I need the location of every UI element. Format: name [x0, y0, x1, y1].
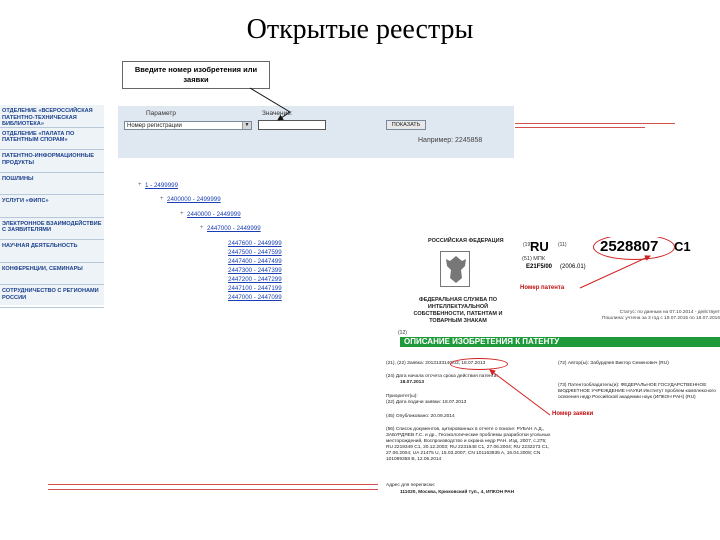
fee-line: Пошлина: учтена за 3 год с 19.07.2015 по 18.07.2016 — [602, 316, 720, 321]
slide-title: Открытые реестры — [246, 14, 474, 45]
doc-service: ФЕДЕРАЛЬНАЯ СЛУЖБА ПО ИНТЕЛЛЕКТУАЛЬНОЙ СОБСТВЕННОСТИ, ПАТЕНТАМ И ТОВАРНЫМ ЗНАКАМ — [413, 297, 503, 324]
status-line: Статус: по данным на 07.10.2014 - действует — [619, 310, 720, 315]
code-12: (12) — [398, 330, 407, 336]
patent-number: 2528807 — [600, 238, 659, 255]
param-label: Параметр — [146, 110, 176, 117]
filing-date: (22) Дата подачи заявки: 18.07.2013 — [386, 400, 467, 405]
priority: Приоритет(ы): — [386, 394, 418, 399]
show-button[interactable]: ПОКАЗАТЬ — [386, 120, 426, 130]
patent-kind: C1 — [674, 239, 691, 254]
date-start: (24) Дата начала отсчета срока действия патента: — [386, 374, 498, 379]
authors: (72) Автор(ы): Забурдяев Виктор Семенович (RU) — [558, 361, 669, 366]
tree-link-level1[interactable]: 1 - 2499999 — [145, 182, 179, 189]
sidebar-item-fees[interactable]: ПОШЛИНЫ — [0, 173, 104, 196]
holder: (73) Патентообладатель(и): ФЕДЕРАЛЬНОЕ ГОСУДАРСТВЕННОЕ БЮДЖЕТНОЕ УЧРЕЖДЕНИЕ НАУКИ Институт проблем комплексного освоения недр Российской академии наук (ИПКОН РАН) (RU) — [558, 383, 716, 400]
tree-expand-icon[interactable]: + — [138, 182, 142, 188]
tree-link-level2[interactable]: 2400000 - 2499999 — [167, 196, 221, 203]
sidebar-item-conferences[interactable]: КОНФЕРЕНЦИИ, СЕМИНАРЫ — [0, 263, 104, 286]
example-text: Например: 2245858 — [418, 137, 483, 144]
address: 111020, Москва, Крюковский туп., 4, ИПКОН РАН — [400, 490, 515, 495]
code-19: (19) — [523, 242, 532, 248]
range-link[interactable]: 2447600 - 2449999 — [228, 240, 282, 247]
sidebar-item-regions[interactable]: СОТРУДНИЧЕСТВО С РЕГИОНАМИ РОССИИ — [0, 285, 104, 308]
range-link[interactable]: 2447200 - 2447299 — [228, 276, 282, 283]
range-link[interactable]: 2447100 - 2447199 — [228, 285, 282, 292]
tree-expand-icon[interactable]: + — [200, 225, 204, 231]
ipc-year: (2006.01) — [560, 264, 586, 270]
range-link[interactable]: 2447000 - 2447099 — [228, 294, 282, 301]
label-application-number: Номер заявки — [552, 411, 594, 417]
sidebar-item-library[interactable]: ОТДЕЛЕНИЕ «ВСЕРОССИЙСКАЯ ПАТЕНТНО-ТЕХНИЧЕСКАЯ БИБЛИОТЕКА» — [0, 105, 104, 128]
doc-federation: РОССИЙСКАЯ ФЕДЕРАЦИЯ — [428, 238, 504, 244]
range-link[interactable]: 2447300 - 2447399 — [228, 267, 282, 274]
cited-docs: (56) Список документов, цитированных в отчете о поиске: РУБАН А.Д., ЗАБУРДЯЕВ Г.С. и др., Геоэкологические проблемы разработки угольных месторождений, Воспроизводство и охрана недр РАН. Изд. 2007, с.275; RU 2219349 C1, 20.12.2003; RU 2231648 C1, 27.06.2004; RU 2232273 C1, 27.06.2004; UA 21475 U, 15.03.2007; CN 101163935 A, 16.04.2008; CN 101089358 B, 12.06.2014 — [386, 427, 551, 462]
ipc-code: E21F5/00 — [526, 264, 553, 270]
tree-link-level4[interactable]: 2447000 - 2449999 — [207, 225, 261, 232]
address-label: Адрес для переписки: — [386, 483, 435, 488]
note-arrow — [250, 88, 290, 120]
date-start-value: 18.07.2013 — [400, 380, 425, 385]
tree-expand-icon[interactable]: + — [180, 211, 184, 217]
value-label: Значение: — [262, 110, 293, 117]
mpk-label: (51) МПК — [522, 256, 546, 262]
doc-title: ОПИСАНИЕ ИЗОБРЕТЕНИЯ К ПАТЕНТУ — [404, 337, 560, 346]
sidebar-item-e-interaction[interactable]: ЭЛЕКТРОННОЕ ВЗАИМОДЕЙСТВИЕ С ЗАЯВИТЕЛЯМИ — [0, 218, 104, 241]
code-11: (11) — [558, 242, 567, 248]
published: (45) Опубликовано: 20.09.2014 — [386, 414, 455, 419]
sidebar-item-services[interactable]: УСЛУГИ «ФИПС» — [0, 195, 104, 218]
application-arrow — [490, 370, 550, 415]
application-line: (21), (22) Заявка: 2013133140/03, 18.07.2013 — [386, 361, 486, 366]
tree-link-level3[interactable]: 2440000 - 2449999 — [187, 211, 241, 218]
sidebar-item-info-products[interactable]: ПАТЕНТНО-ИНФОРМАЦИОННЫЕ ПРОДУКТЫ — [0, 150, 104, 173]
chevron-down-icon: ▼ — [242, 122, 251, 129]
sidebar-item-science[interactable]: НАУЧНАЯ ДЕЯТЕЛЬНОСТЬ — [0, 240, 104, 263]
country-code: RU — [530, 239, 549, 254]
range-link[interactable]: 2447500 - 2447599 — [228, 249, 282, 256]
sidebar-item-patent-disputes[interactable]: ОТДЕЛЕНИЕ «ПАЛАТА ПО ПАТЕНТНЫМ СПОРАМ» — [0, 128, 104, 151]
label-patent-number: Номер патента — [520, 285, 565, 291]
param-select-value: Номер регистрации — [127, 123, 182, 129]
annotation-note: Введите номер изобретения или заявки — [122, 61, 270, 89]
range-link[interactable]: 2447400 - 2447499 — [228, 258, 282, 265]
tree-expand-icon[interactable]: + — [160, 196, 164, 202]
patent-arrow — [580, 256, 650, 288]
